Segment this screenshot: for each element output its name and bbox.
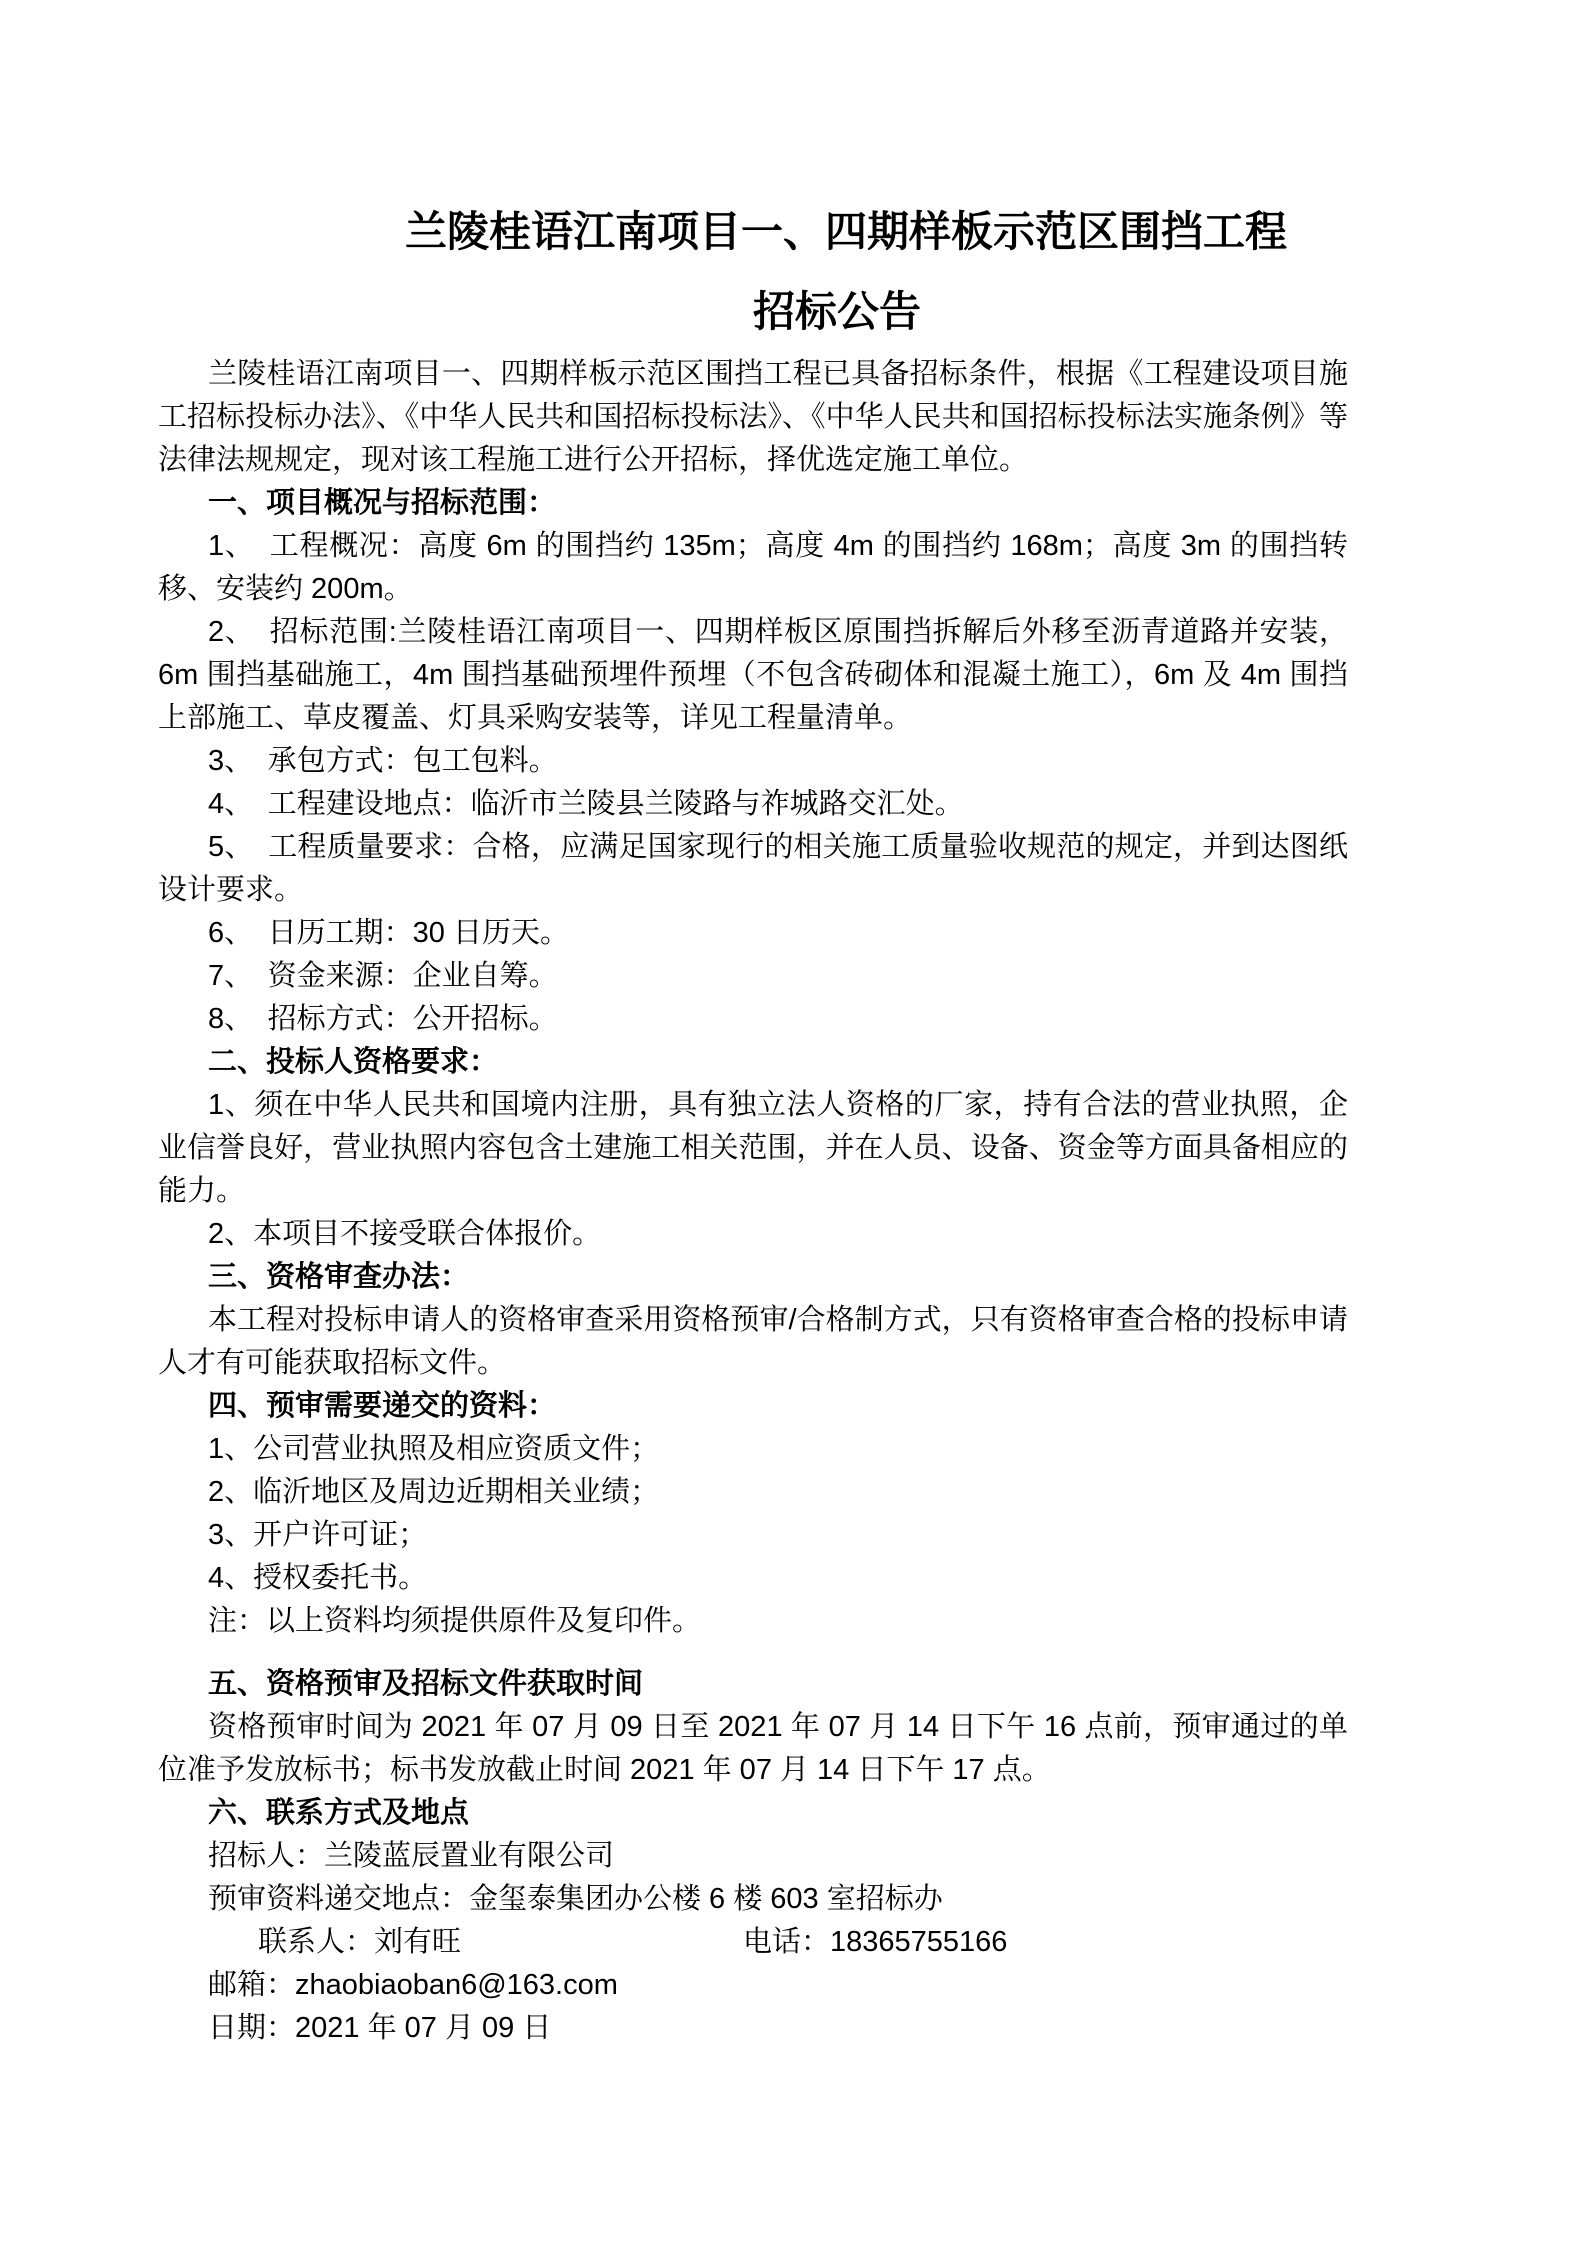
doc-body [158,353,1348,2050]
section-5-heading: 五、资格预审及招标文件获取时间 [208,1668,644,1700]
contact-person: 联系人：刘有旺 [258,1926,462,1958]
doc-paragraph: 2、本项目不接受联合体报价。 [208,1218,602,1250]
doc-paragraph: 6、 日历工期：30 日历天。 [208,917,569,949]
contact-phone: 电话：18365755166 [743,1926,1008,1958]
contact-row [158,1921,1348,1964]
section-6-heading: 六、联系方式及地点 [208,1797,470,1829]
doc-paragraph: 本工程对投标申请人的资格审查采用资格预审/合格制方式，只有资格审查合格的投标申请人才有可能获取招标文件。 [158,1304,1348,1379]
section-3-heading: 三、资格审查办法： [208,1261,470,1293]
doc-paragraph: 3、开户许可证； [208,1519,428,1551]
email-line: 邮箱：zhaobiaoban6@163.com [208,1969,618,2001]
doc-paragraph: 4、 工程建设地点：临沂市兰陵县兰陵路与祚城路交汇处。 [208,788,964,820]
doc-paragraph: 4、授权委托书。 [208,1562,428,1594]
doc-paragraph: 2、 招标范围:兰陵桂语江南项目一、四期样板区原围挡拆解后外移至沥青道路并安装，6m 围挡基础施工，4m 围挡基础预埋件预埋（不包含砖砌体和混凝土施工），6m 及 4m 围挡上部施工、草皮覆盖、灯具采购安装等，详见工程量清单。 [158,616,1348,734]
doc-paragraph: 3、 承包方式：包工包料。 [208,745,558,777]
doc-subtitle: 招标公告 [752,288,921,335]
doc-paragraph: 资格预审时间为 2021 年 07 月 09 日至 2021 年 07 月 14 日下午 16 点前，预审通过的单位准予发放标书；标书发放截止时间 2021 年 07 月 14 日下午 17 点。 [158,1711,1348,1786]
section-4-heading: 四、预审需要递交的资料： [208,1390,557,1422]
doc-paragraph: 1、须在中华人民共和国境内注册，具有独立法人资格的厂家，持有合法的营业执照，企业信誉良好，营业执照内容包含土建施工相关范围，并在人员、设备、资金等方面具备相应的能力。 [158,1089,1348,1207]
tenderer-line: 招标人：兰陵蓝辰置业有限公司 [208,1840,615,1872]
doc-paragraph: 7、 资金来源：企业自筹。 [208,960,558,992]
doc-paragraph: 8、 招标方式：公开招标。 [208,1003,558,1035]
date-line: 日期：2021 年 07 月 09 日 [208,2012,552,2044]
section-2-heading: 二、投标人资格要求： [208,1046,499,1078]
note-paragraph: 注：以上资料均须提供原件及复印件。 [208,1605,702,1637]
doc-paragraph: 1、公司营业执照及相应资质文件； [208,1433,660,1465]
section-1-heading: 一、项目概况与招标范围： [208,487,557,519]
doc-paragraph: 2、临沂地区及周边近期相关业绩； [208,1476,660,1508]
intro-paragraph: 兰陵桂语江南项目一、四期样板示范区围挡工程已具备招标条件，根据《工程建设项目施工招标投标办法》、《中华人民共和国招标投标法》、《中华人民共和国招标投标法实施条例》等法律法规规定，现对该工程施工进行公开招标，择优选定施工单位。 [158,358,1348,476]
doc-paragraph: 5、 工程质量要求：合格，应满足国家现行的相关施工质量验收规范的规定，并到达图纸设计要求。 [158,831,1348,906]
submit-address-line: 预审资料递交地点：金玺泰集团办公楼 6 楼 603 室招标办 [208,1883,943,1915]
doc-paragraph: 1、 工程概况：高度 6m 的围挡约 135m；高度 4m 的围挡约 168m；高度 3m 的围挡转移、安装约 200m。 [158,530,1348,605]
doc-title: 兰陵桂语江南项目一、四期样板示范区围挡工程 [404,208,1287,255]
